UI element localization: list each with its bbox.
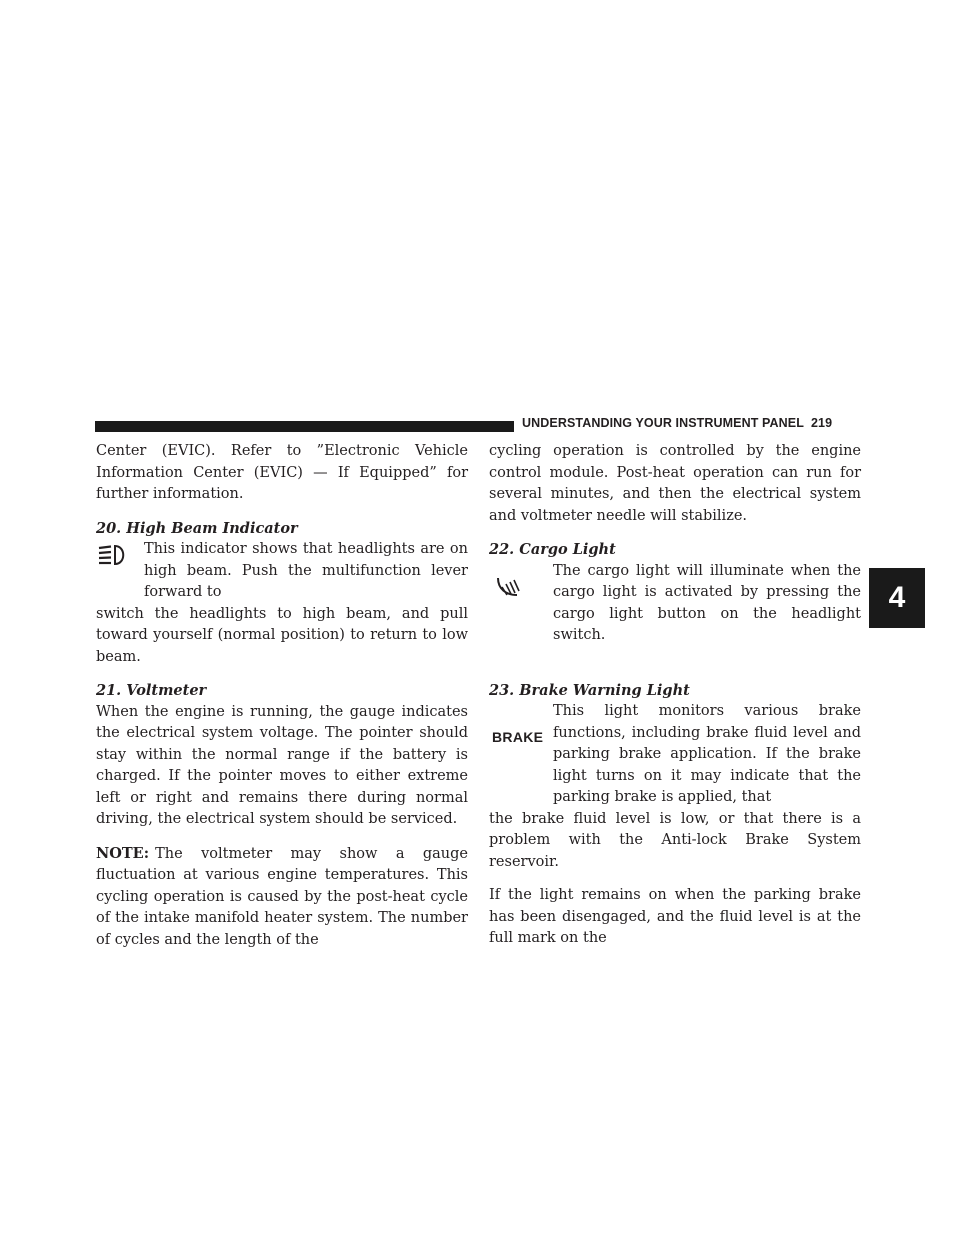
section-20-icon-block [96, 539, 468, 604]
section-23-heading: 23. Brake Warning Light [489, 681, 690, 699]
continued-paragraph: cycling operation is controlled by the engine control module. Post-heat operation can run for several minutes, and then the electrical system and voltmeter needle will stabilize. [489, 443, 861, 524]
note-paragraph [96, 843, 468, 952]
page-number: 219 [810, 416, 833, 430]
high-beam-icon [98, 543, 128, 567]
running-header [522, 416, 867, 430]
header-title: UNDERSTANDING YOUR INSTRUMENT PANEL [522, 416, 804, 430]
section-21-heading: 21. Voltmeter [96, 682, 207, 699]
section-20-heading: 20. High Beam Indicator [96, 519, 298, 537]
section-23-icon-block [489, 701, 861, 809]
section-20-lead: This indicator shows that headlights are on high beam. Push the multifunction lever forward to [144, 541, 468, 600]
left-column [96, 441, 468, 951]
cargo-light-icon [495, 575, 523, 601]
header-rule [95, 421, 514, 432]
final-paragraph: If the light remains on when the parking brake has been disengaged, and the fluid level is at the full mark on the [489, 887, 861, 946]
chapter-tab: 4 [869, 568, 925, 628]
brake-warning-icon: BRAKE [492, 729, 544, 745]
section-22-icon-block [489, 561, 861, 647]
section-20-body: switch the headlights to high beam, and pull toward yourself (normal position) to return to low beam. [96, 605, 468, 665]
intro-paragraph: Center (EVIC). Refer to ”Electronic Vehicle Information Center (EVIC) — If Equipped” for further information. [96, 443, 468, 502]
section-22-body: The cargo light will illuminate when the cargo light is activated by pressing the cargo light button on the headlight switch. [553, 562, 861, 643]
section-22-heading: 22. Cargo Light [489, 541, 616, 558]
note-text: The voltmeter may show a gauge fluctuation at various engine temperatures. This cycling operation is caused by the post-heat cycle of the intake manifold heater system. The number of cycles and the length of the [96, 845, 468, 948]
note-label: NOTE: [96, 844, 150, 862]
section-21-body: When the engine is running, the gauge indicates the electrical system voltage. The pointer should stay within the normal range if the battery is charged. If the pointer moves to either extreme left or right and remains there during normal driving, the electrical system should be serviced. [96, 703, 468, 827]
section-23-lead: This light monitors various brake functions, including brake fluid level and parking brake application. If the brake light turns on it may indicate that the parking brake is applied, that [553, 703, 861, 805]
right-column [489, 441, 861, 950]
section-23-body: the brake fluid level is low, or that there is a problem with the Anti-lock Brake System reservoir. [489, 810, 861, 870]
